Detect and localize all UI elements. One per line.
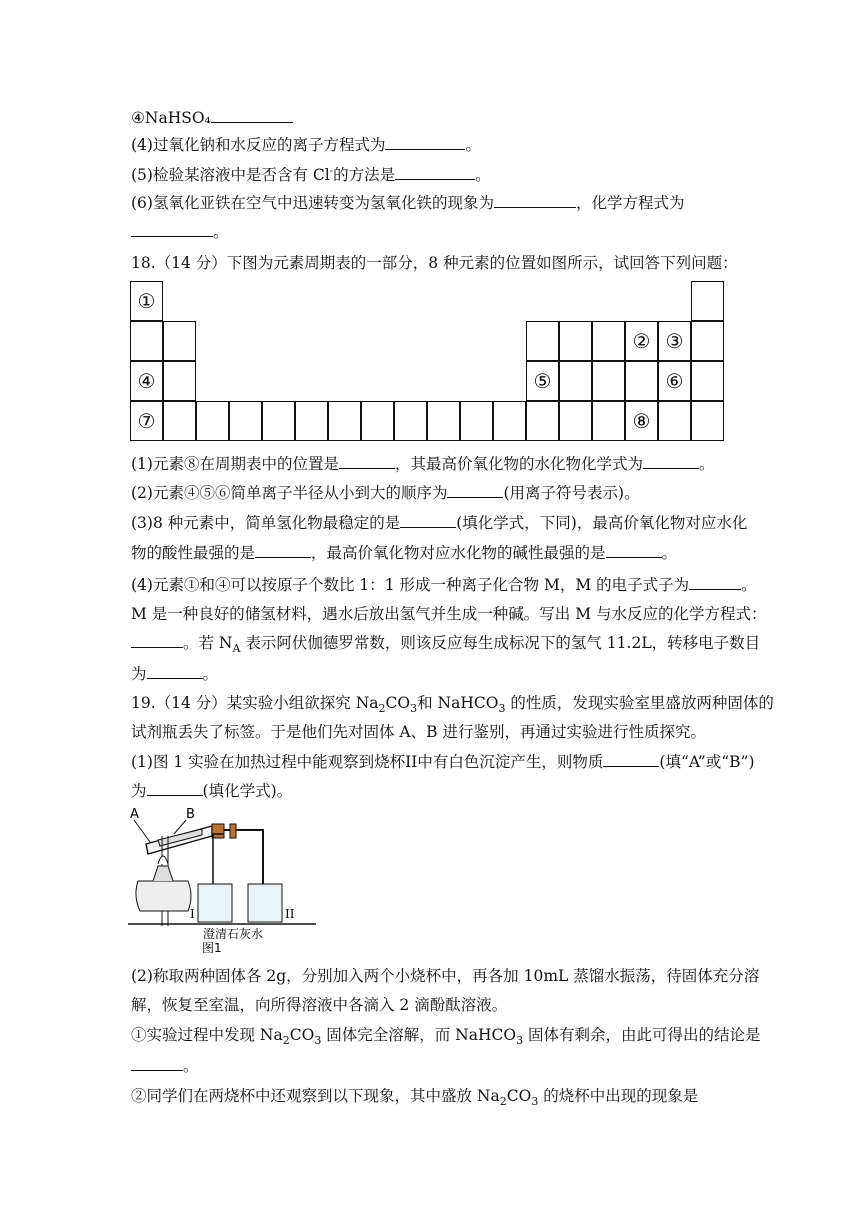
element-cell [559, 361, 592, 401]
element-cell [427, 401, 460, 441]
text: (1)图 1 实验在加热过程中能观察到烧杯II中有白色沉淀产生，则物质 [131, 753, 604, 771]
text: 的性质，发现实验室里盛放两种固体的 [505, 694, 774, 712]
text: 19.（14 分）某实验小组欲探究 Na [131, 694, 379, 712]
answer-blank[interactable] [385, 135, 465, 150]
superscript: - [329, 166, 334, 177]
line-18-1 [131, 454, 715, 474]
text: CO [385, 694, 411, 712]
element-cell-8 [625, 401, 658, 441]
text: 的方法是 [333, 166, 396, 185]
text: (2)元素④⑤⑥简单离子半径从小到大的顺序为 [131, 484, 448, 502]
text: 的烧杯中出现的现象是 [538, 1087, 699, 1105]
element-cell [328, 401, 361, 441]
line-q6 [131, 193, 684, 213]
text: 试剂瓶丢失了标签。于是他们先对固体 A、B 进行鉴别，再通过实验进行性质探究。 [131, 723, 706, 741]
answer-blank[interactable] [131, 633, 183, 648]
text: 。 [183, 1057, 199, 1075]
element-cell [262, 401, 295, 441]
subscript: 3 [314, 1034, 322, 1047]
line-18-3 [131, 513, 747, 533]
text: 解，恢复至室温，向所得溶液中各滴入 2 滴酚酞溶液。 [131, 996, 508, 1014]
line-19-2 [131, 966, 759, 986]
element-cell [691, 281, 724, 321]
element-cell [196, 401, 229, 441]
line-19-2e [131, 1086, 698, 1108]
text: (用离子符号表示)。 [503, 484, 640, 502]
text: 固体完全溶解，而 NaHCO [321, 1026, 517, 1044]
text: ，化学方程式为 [575, 194, 685, 212]
text: (3)8 种元素中，简单氢化物最稳定的是 [131, 514, 401, 532]
element-cell [559, 321, 592, 361]
element-cell-2 [625, 321, 658, 361]
answer-blank[interactable] [606, 543, 662, 558]
text: (2)称取两种固体各 2g，分别加入两个小烧杯中，再各加 10mL 蒸馏水振荡，待固体充分溶 [131, 967, 760, 985]
text: (4)过氧化钠和水反应的离子方程式为 [131, 136, 386, 154]
element-number-label: ⑥ [665, 369, 684, 393]
element-cell [526, 401, 559, 441]
element-cell [691, 321, 724, 361]
element-cell [592, 401, 625, 441]
element-cell [592, 361, 625, 401]
element-number-label: ① [137, 289, 156, 313]
text: (填“A”或“B”) [659, 753, 755, 771]
text: 为 [131, 782, 147, 800]
element-cell-3 [658, 321, 691, 361]
element-cell [658, 401, 691, 441]
subscript: A [232, 642, 241, 656]
answer-blank[interactable] [131, 222, 213, 237]
beaker-2-label: II [285, 907, 295, 921]
line-19-b [131, 722, 706, 742]
line-18-2 [131, 483, 640, 503]
text: 为 [131, 665, 147, 683]
element-cell [625, 361, 658, 401]
text: (5)检验某溶液中是否含有 Cl [131, 166, 330, 185]
label-a: A [130, 807, 139, 822]
line-19-2b [131, 995, 507, 1015]
answer-blank[interactable] [603, 752, 659, 767]
answer-blank[interactable] [395, 165, 475, 180]
element-cell [163, 321, 196, 361]
line-18-4e [131, 664, 218, 684]
text: CO [289, 1026, 315, 1044]
answer-blank[interactable] [255, 543, 311, 558]
answer-blank[interactable] [211, 108, 293, 123]
subscript: 3 [498, 702, 506, 715]
answer-blank[interactable] [147, 664, 203, 679]
element-number-label: ② [632, 329, 651, 353]
subscript: 3 [516, 1034, 524, 1047]
element-cell [691, 401, 724, 441]
text: (6)氢氧化亚铁在空气中迅速转变为氢氧化铁的现象为 [131, 194, 494, 212]
text: 固体有剩余，由此可得出的结论是 [523, 1026, 761, 1044]
element-cell [460, 401, 493, 441]
text: (4)元素①和④可以按原子个数比 1：1 形成一种离子化合物 M，M 的电子式子为 [131, 576, 690, 594]
text: 。 [698, 455, 715, 473]
text: 。若 N [183, 634, 233, 652]
label-b: B [186, 807, 195, 822]
element-cell [163, 401, 196, 441]
answer-blank[interactable] [689, 575, 741, 590]
beaker-1-label: I [190, 907, 195, 921]
apparatus-drawing [128, 806, 318, 954]
line-nahso4 [131, 108, 293, 128]
text: 。 [202, 665, 219, 683]
element-cell-6 [658, 361, 691, 401]
periodic-table [130, 281, 731, 441]
subscript: 3 [531, 1095, 539, 1108]
text: 表示阿伏伽德罗常数，则该反应每生成标况下的氢气 11.2L，转移电子数目 [240, 634, 761, 652]
element-cell [130, 321, 163, 361]
answer-blank[interactable] [147, 781, 203, 796]
text: 。 [741, 576, 757, 594]
line-19-2d [131, 1056, 199, 1076]
text: ，最高价氧化物对应水化物的碱性最强的是 [311, 544, 606, 562]
element-cell [229, 401, 262, 441]
answer-blank[interactable] [400, 513, 456, 528]
text: ②同学们在两烧杯中还观察到以下现象，其中盛放 Na [131, 1087, 500, 1105]
line-19-2c [131, 1025, 761, 1047]
text: (1)元素⑧在周期表中的位置是 [131, 455, 339, 473]
question-19-title [131, 693, 774, 715]
element-number-label: ⑦ [137, 409, 156, 433]
element-cell [493, 401, 526, 441]
line-19-1b [131, 781, 292, 801]
line-q6-cont [131, 222, 229, 242]
answer-blank[interactable] [447, 483, 503, 498]
figure-1-apparatus [128, 806, 318, 954]
text: ④NaHSO₄ [131, 109, 211, 127]
caption: 澄清石灰水 [203, 927, 264, 941]
text: 。 [465, 136, 481, 154]
line-18-3-cont [131, 543, 677, 563]
element-cell [295, 401, 328, 441]
element-cell [361, 401, 394, 441]
text: 和 NaHCO [417, 694, 499, 712]
element-cell [526, 321, 559, 361]
figure-label: 图1 [202, 941, 222, 954]
answer-blank[interactable] [643, 454, 699, 469]
line-q4 [131, 135, 481, 155]
element-number-label: ⑤ [533, 369, 552, 393]
text: (填化学式)。 [202, 782, 293, 800]
text: M 是一种良好的储氢材料，遇水后放出氢气并生成一种碱。写出 M 与水反应的化学方程式： [131, 605, 767, 623]
line-19-1 [131, 752, 755, 772]
element-cell [691, 361, 724, 401]
element-cell [163, 361, 196, 401]
element-cell [394, 401, 427, 441]
line-q5 [131, 162, 491, 185]
line-18-4b [131, 604, 767, 624]
answer-blank[interactable] [339, 454, 395, 469]
text: 18.（14 分）下图为元素周期表的一部分，8 种元素的位置如图所示，试回答下列问题： [131, 254, 738, 272]
element-number-label: ⑧ [632, 409, 651, 433]
text: (填化学式，下同)，最高价氧化物对应水化 [456, 514, 748, 532]
element-cell-5 [526, 361, 559, 401]
text: 。 [213, 223, 229, 241]
element-cell-4 [130, 361, 163, 401]
subscript: 2 [378, 702, 386, 715]
text: ，其最高价氧化物的水化物化学式为 [394, 455, 643, 473]
subscript: 2 [499, 1095, 507, 1108]
text: 物的酸性最强的是 [131, 544, 256, 562]
text: 。 [475, 166, 491, 185]
text: CO [506, 1087, 532, 1105]
element-cell-1 [130, 281, 163, 321]
line-18-4 [131, 575, 757, 595]
subscript: 2 [282, 1034, 290, 1047]
answer-blank[interactable] [494, 193, 576, 208]
answer-blank[interactable] [131, 1056, 183, 1071]
line-18-4c [131, 633, 760, 659]
text: 。 [661, 544, 678, 562]
question-18-title [131, 253, 738, 273]
element-number-label: ④ [137, 369, 156, 393]
text: ①实验过程中发现 Na [131, 1026, 283, 1044]
element-cell [592, 321, 625, 361]
element-number-label: ③ [665, 329, 684, 353]
element-cell [559, 401, 592, 441]
subscript: 3 [410, 702, 418, 715]
element-cell-7 [130, 401, 163, 441]
